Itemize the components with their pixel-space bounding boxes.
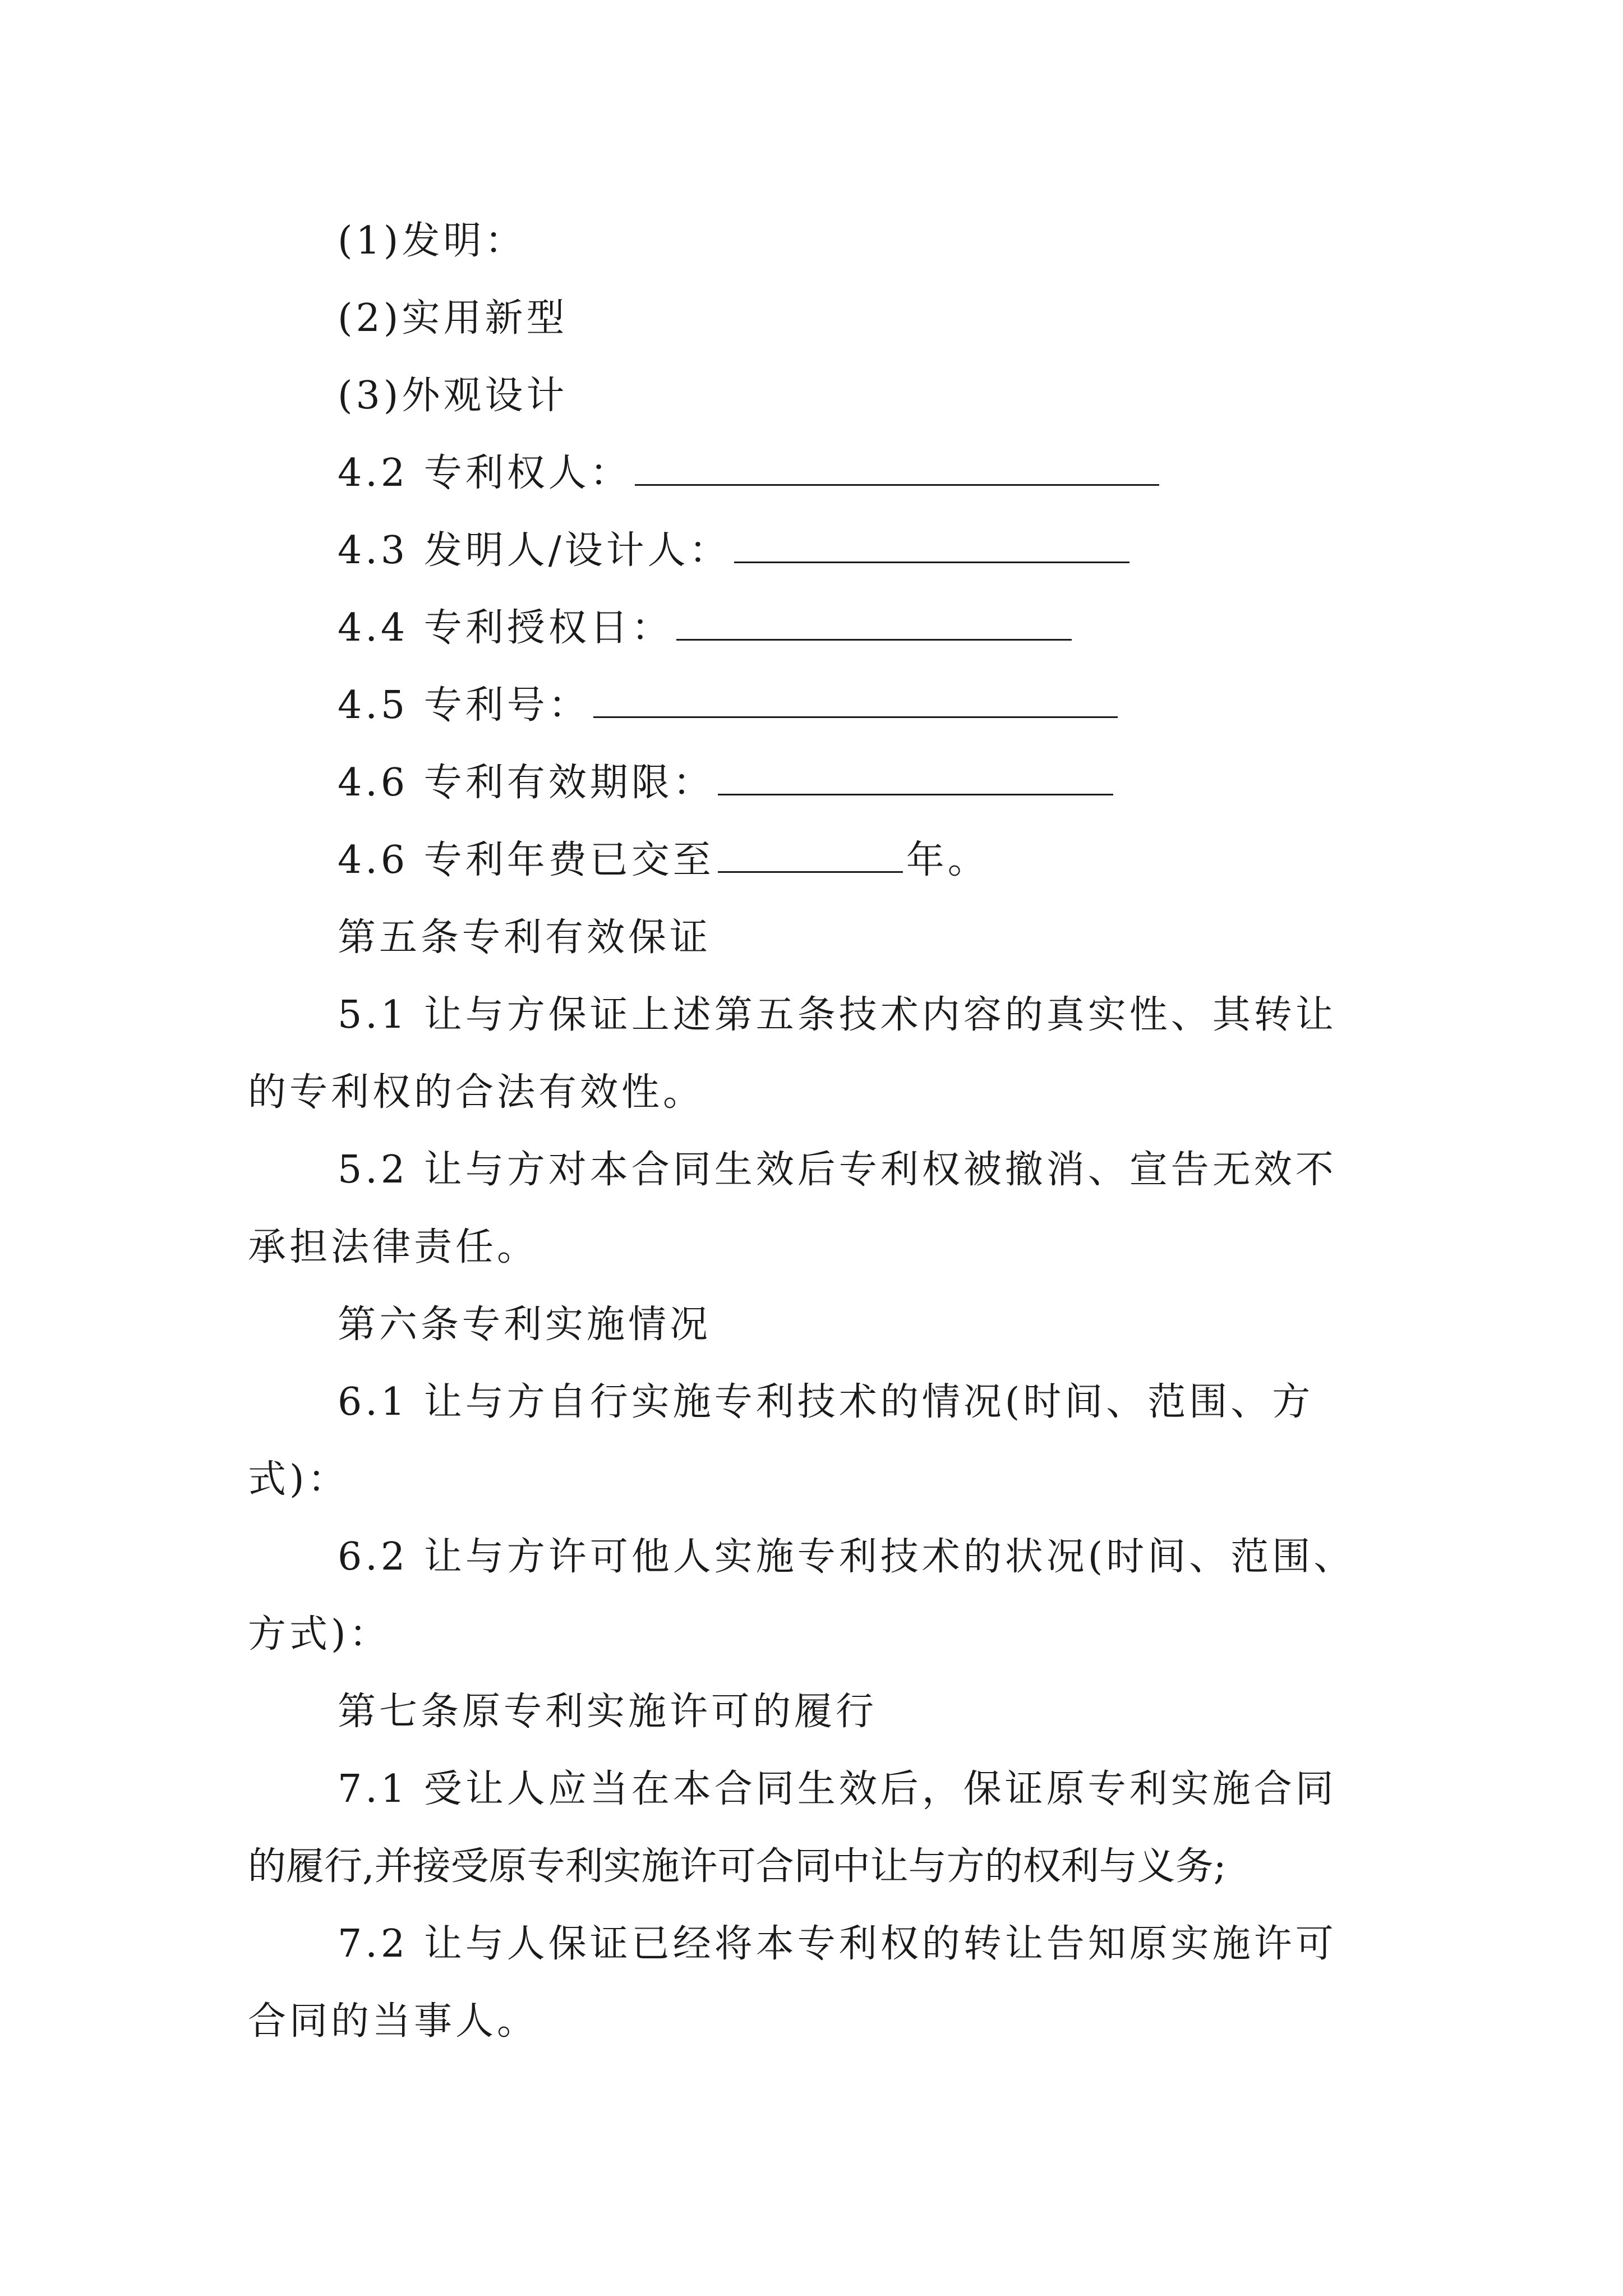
item-design [338,371,568,421]
clause-5-1-line-1-text: 5.1 让与方保证上述第五条技术内容的真实性、其转让 [338,993,1337,1037]
clause-5-2-line-2-text: 承担法律责任。 [248,1225,539,1269]
field-validity-period-label: 4.6 专利有效期限： [338,761,714,805]
section-heading-7 [338,1687,877,1737]
field-annual-fee-label: 4.6 专利年费已交至 [338,838,714,882]
clause-7-2-line-2-text: 合同的当事人。 [248,1999,539,2044]
field-inventor [338,526,1129,576]
clause-6-1-line-2 [248,1455,349,1505]
clause-6-2-line-1-text: 6.2 让与方许可他人实施专利技术的状况(时间、范围、 [338,1535,1355,1579]
item-invention-text: (1)发明： [338,219,527,263]
clause-7-1-line-2 [248,1842,1227,1892]
item-design-text: (3)外观设计 [338,374,568,418]
section-heading-5 [338,913,711,963]
section-heading-7-text: 第七条原专利实施许可的履行 [338,1690,878,1734]
field-patent-number-label: 4.5 专利号： [338,683,590,728]
field-inventor-label: 4.3 发明人/设计人： [338,528,731,573]
field-grant-date-label: 4.4 专利授权日： [338,606,673,650]
clause-7-1-line-1-text: 7.1 受让人应当在本合同生效后，保证原专利实施合同 [338,1767,1337,1811]
clause-5-1-line-2-text: 的专利权的合法有效性。 [248,1070,705,1115]
clause-7-2-line-1-text: 7.2 让与人保证已经将本专利权的转让告知原实施许可 [338,1922,1337,1966]
section-heading-5-text: 第五条专利有效保证 [338,915,712,960]
field-annual-fee-suffix: 年。 [906,838,989,882]
field-patentee-label: 4.2 专利权人： [338,451,631,495]
clause-6-1-line-2-text: 式)： [248,1457,349,1502]
clause-5-2-line-1-text: 5.2 让与方对本合同生效后专利权被撤消、宣告无效不 [338,1148,1337,1192]
field-patentee-blank [635,449,1159,486]
item-utility-model-text: (2)实用新型 [338,296,568,341]
field-grant-date-blank [676,604,1072,641]
clause-6-2-line-1 [338,1532,1355,1582]
clause-7-2-line-2 [248,1996,538,2047]
clause-6-2-line-2-text: 方式)： [248,1612,391,1657]
item-invention [338,216,526,266]
field-patentee [338,448,1159,499]
field-patent-number [338,680,1118,731]
section-heading-6 [338,1300,711,1350]
clause-5-1-line-2 [248,1068,704,1118]
clause-7-1-line-2-text: 的履行,并接受原专利实施许可合同中让与方的权利与义务; [248,1844,1227,1889]
clause-7-2-line-1 [338,1919,1337,1970]
section-heading-6-text: 第六条专利实施情况 [338,1303,712,1347]
field-patent-number-blank [593,682,1118,718]
field-validity-period-blank [718,759,1113,795]
field-grant-date [338,603,1072,654]
clause-7-1-line-1 [338,1764,1337,1815]
field-annual-fee [338,835,989,886]
field-validity-period [338,758,1113,808]
clause-5-2-line-2 [248,1222,538,1273]
clause-6-1-line-1-text: 6.1 让与方自行实施专利技术的情况(时间、范围、方 [338,1380,1314,1424]
item-utility-model [338,293,568,344]
clause-5-1-line-1 [338,990,1337,1041]
clause-6-2-line-2 [248,1609,391,1660]
clause-5-2-line-1 [338,1145,1337,1195]
field-annual-fee-blank [718,836,903,873]
clause-6-1-line-1 [338,1377,1313,1428]
field-inventor-blank [734,527,1129,563]
